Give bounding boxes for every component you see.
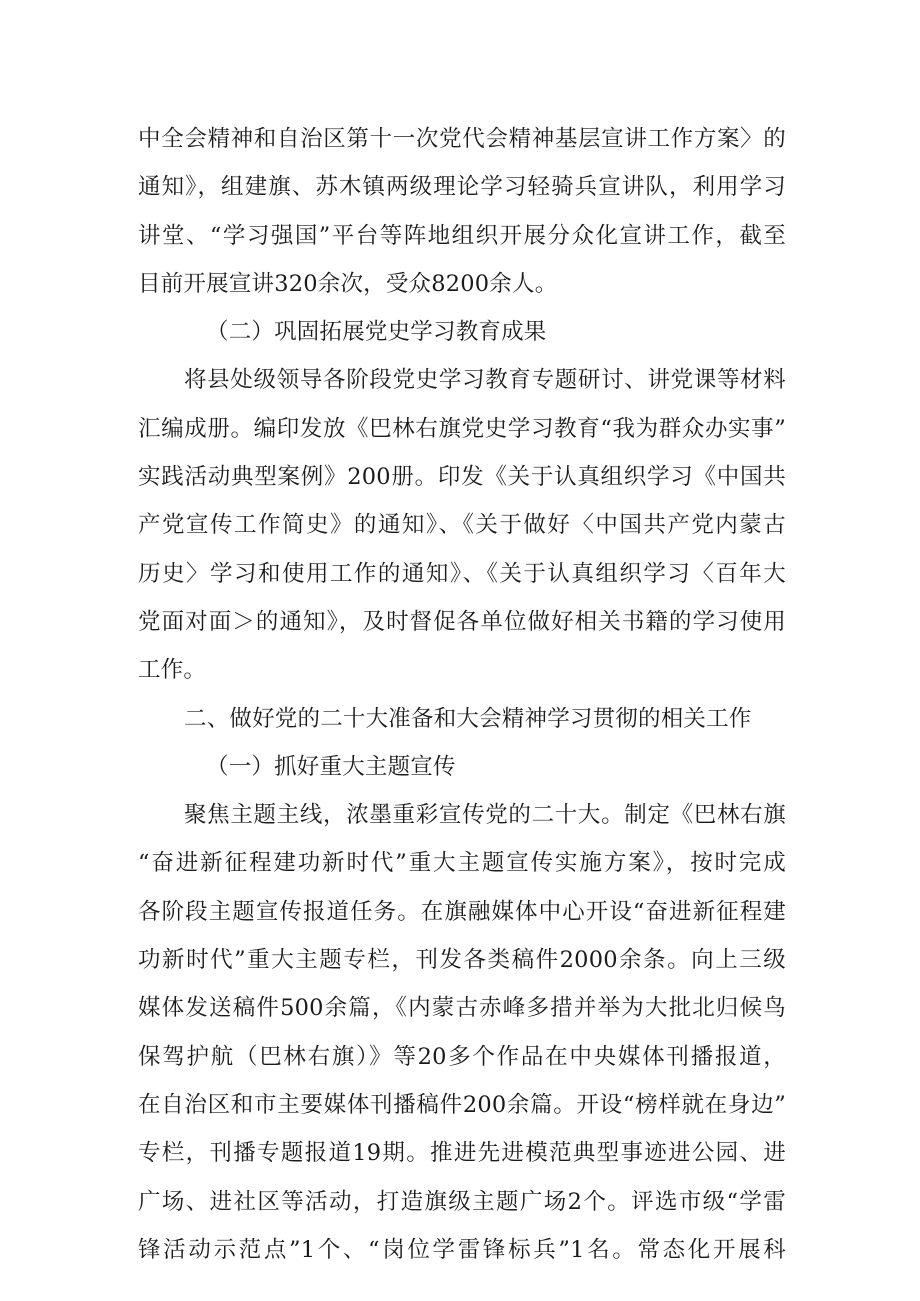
paragraph-line: 广场、进社区等活动，打造旗级主题广场2个。评选市级“学雷 [138, 1188, 786, 1215]
section-subheading: （二）巩固拓展党史学习教育成果 [206, 319, 547, 346]
paragraph-line: 将县处级领导各阶段党史学习教育专题研讨、讲党课等材料 [184, 367, 786, 394]
paragraph-line: 党面对面＞的通知》，及时督促各单位做好相关书籍的学习使用 [138, 608, 786, 635]
paragraph-line: 锋活动示范点”1个、“岗位学雷锋标兵”1名。常态化开展科 [138, 1236, 786, 1263]
paragraph-line: 实践活动典型案例》200册。印发《关于认真组织学习《中国共 [138, 464, 786, 491]
paragraph-line: 媒体发送稿件500余篇，《内蒙古赤峰多措并举为大批北归候鸟 [138, 995, 786, 1022]
paragraph-line: 在自治区和市主要媒体刊播稿件200余篇。开设“榜样就在身边” [138, 1091, 786, 1118]
paragraph-line: 保驾护航（巴林右旗）》等20多个作品在中央媒体刊播报道， [138, 1043, 786, 1070]
paragraph-line: 通知》，组建旗、苏木镇两级理论学习轻骑兵宣讲队，利用学习 [138, 174, 786, 201]
paragraph-line: 中全会精神和自治区第十一次党代会精神基层宣讲工作方案〉的 [138, 126, 786, 152]
paragraph-line: 汇编成册。编印发放《巴林右旗党史学习教育“我为群众办实事” [138, 415, 786, 442]
paragraph-line: 聚焦主题主线，浓墨重彩宣传党的二十大。制定《巴林右旗 [184, 802, 786, 829]
paragraph-line: 功新时代”重大主题专栏，刊发各类稿件2000余条。向上三级 [138, 947, 786, 974]
section-heading: 二、做好党的二十大准备和大会精神学习贯彻的相关工作 [184, 705, 752, 732]
paragraph-line: 专栏，刊播专题报道19期。推进先进模范典型事迹进公园、进 [138, 1140, 786, 1167]
paragraph-line: 历史〉学习和使用工作的通知》、《关于认真组织学习〈百年大 [138, 560, 786, 587]
section-subheading: （一）抓好重大主题宣传 [206, 753, 456, 780]
paragraph-line: 产党宣传工作简史》的通知》、《关于做好〈中国共产党内蒙古 [138, 512, 786, 539]
paragraph-line: “奋进新征程建功新时代”重大主题宣传实施方案》，按时完成 [138, 850, 786, 877]
paragraph-line: 各阶段主题宣传报道任务。在旗融媒体中心开设“奋进新征程建 [138, 898, 786, 925]
paragraph-line: 讲堂、“学习强国”平台等阵地组织开展分众化宣讲工作，截至 [138, 222, 786, 249]
paragraph-line: 工作。 [138, 657, 207, 684]
document-page [138, 115, 786, 1274]
paragraph-line: 目前开展宣讲320余次，受众8200余人。 [138, 270, 558, 297]
